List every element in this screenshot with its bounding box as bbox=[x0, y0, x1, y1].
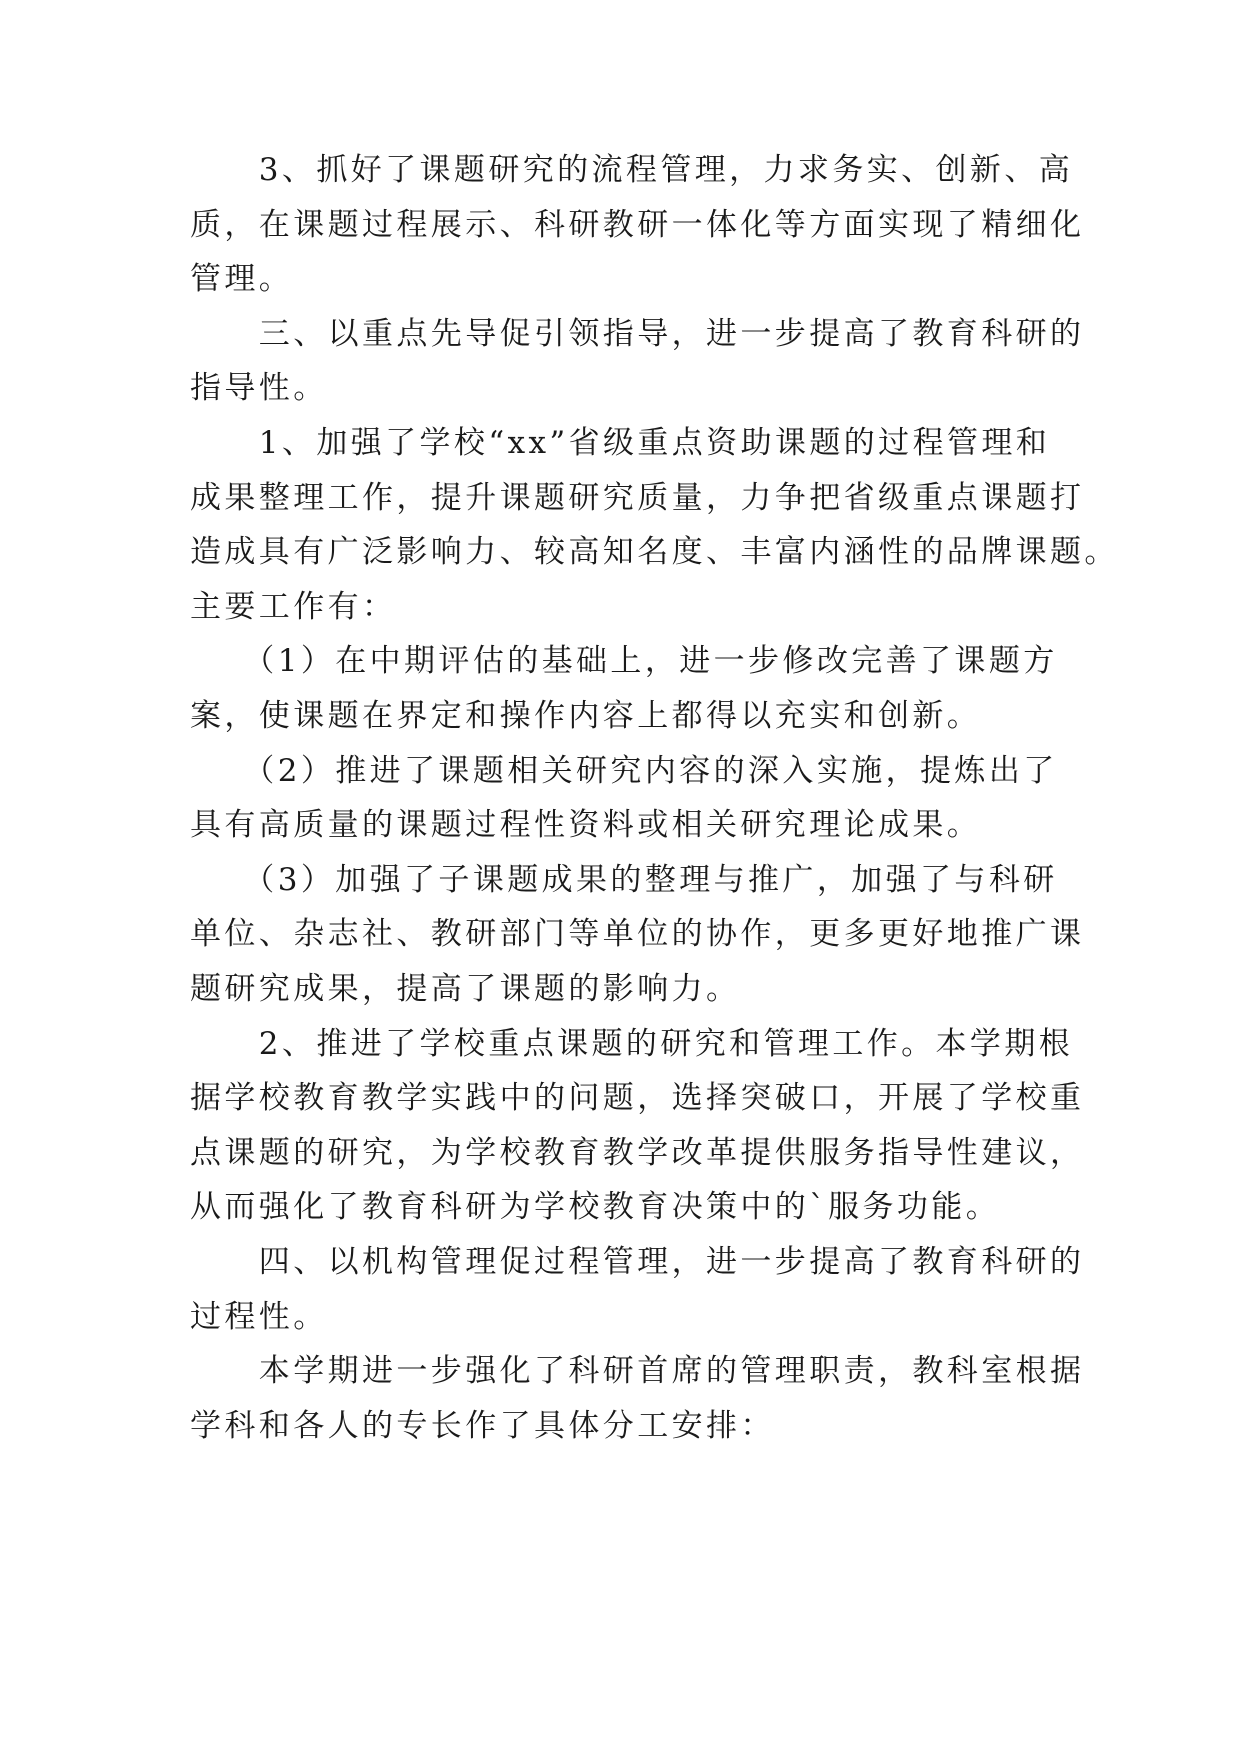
text-line: 三、以重点先导促引领指导，进一步提高了教育科研的 bbox=[190, 315, 1085, 352]
text-line: （3）加强了子课题成果的整理与推广，加强了与科研 bbox=[190, 861, 1058, 898]
text-line: 指导性。 bbox=[190, 370, 328, 407]
text-line: （2）推进了课题相关研究内容的深入实施，提炼出了 bbox=[190, 752, 1058, 789]
text-line: 成果整理工作，提升课题研究质量，力争把省级重点课题打 bbox=[190, 479, 1085, 516]
text-line: 据学校教育教学实践中的问题，选择突破口，开展了学校重 bbox=[190, 1080, 1085, 1117]
text-line: 学科和各人的专长作了具体分工安排： bbox=[190, 1407, 775, 1444]
text-line: 管理。 bbox=[190, 261, 294, 298]
text-line: 从而强化了教育科研为学校教育决策中的`服务功能。 bbox=[190, 1189, 1001, 1226]
text-line: 1、加强了学校“xx”省级重点资助课题的过程管理和 bbox=[190, 425, 1051, 461]
text-line: 过程性。 bbox=[190, 1298, 328, 1335]
text-line: 2、推进了学校重点课题的研究和管理工作。本学期根 bbox=[190, 1025, 1074, 1062]
text-line: 3、抓好了课题研究的流程管理，力求务实、创新、高 bbox=[190, 152, 1074, 188]
text-line: 质，在课题过程展示、科研教研一体化等方面实现了精细化 bbox=[190, 206, 1085, 243]
text-line: 造成具有广泛影响力、较高知名度、丰富内涵性的品牌课题。 bbox=[190, 534, 1119, 571]
text-line: （1）在中期评估的基础上，进一步修改完善了课题方 bbox=[190, 643, 1058, 680]
text-line: 题研究成果，提高了课题的影响力。 bbox=[190, 971, 741, 1007]
text-line: 本学期进一步强化了科研首席的管理职责，教科室根据 bbox=[190, 1353, 1085, 1390]
text-line: 案，使课题在界定和操作内容上都得以充实和创新。 bbox=[190, 698, 982, 734]
text-line: 具有高质量的课题过程性资料或相关研究理论成果。 bbox=[190, 807, 982, 844]
text-line: 单位、杂志社、教研部门等单位的协作，更多更好地推广课 bbox=[190, 916, 1085, 953]
text-line: 主要工作有： bbox=[190, 588, 397, 625]
text-line: 四、以机构管理促过程管理，进一步提高了教育科研的 bbox=[190, 1244, 1085, 1280]
text-line: 点课题的研究，为学校教育教学改革提供服务指导性建议， bbox=[190, 1134, 1085, 1171]
